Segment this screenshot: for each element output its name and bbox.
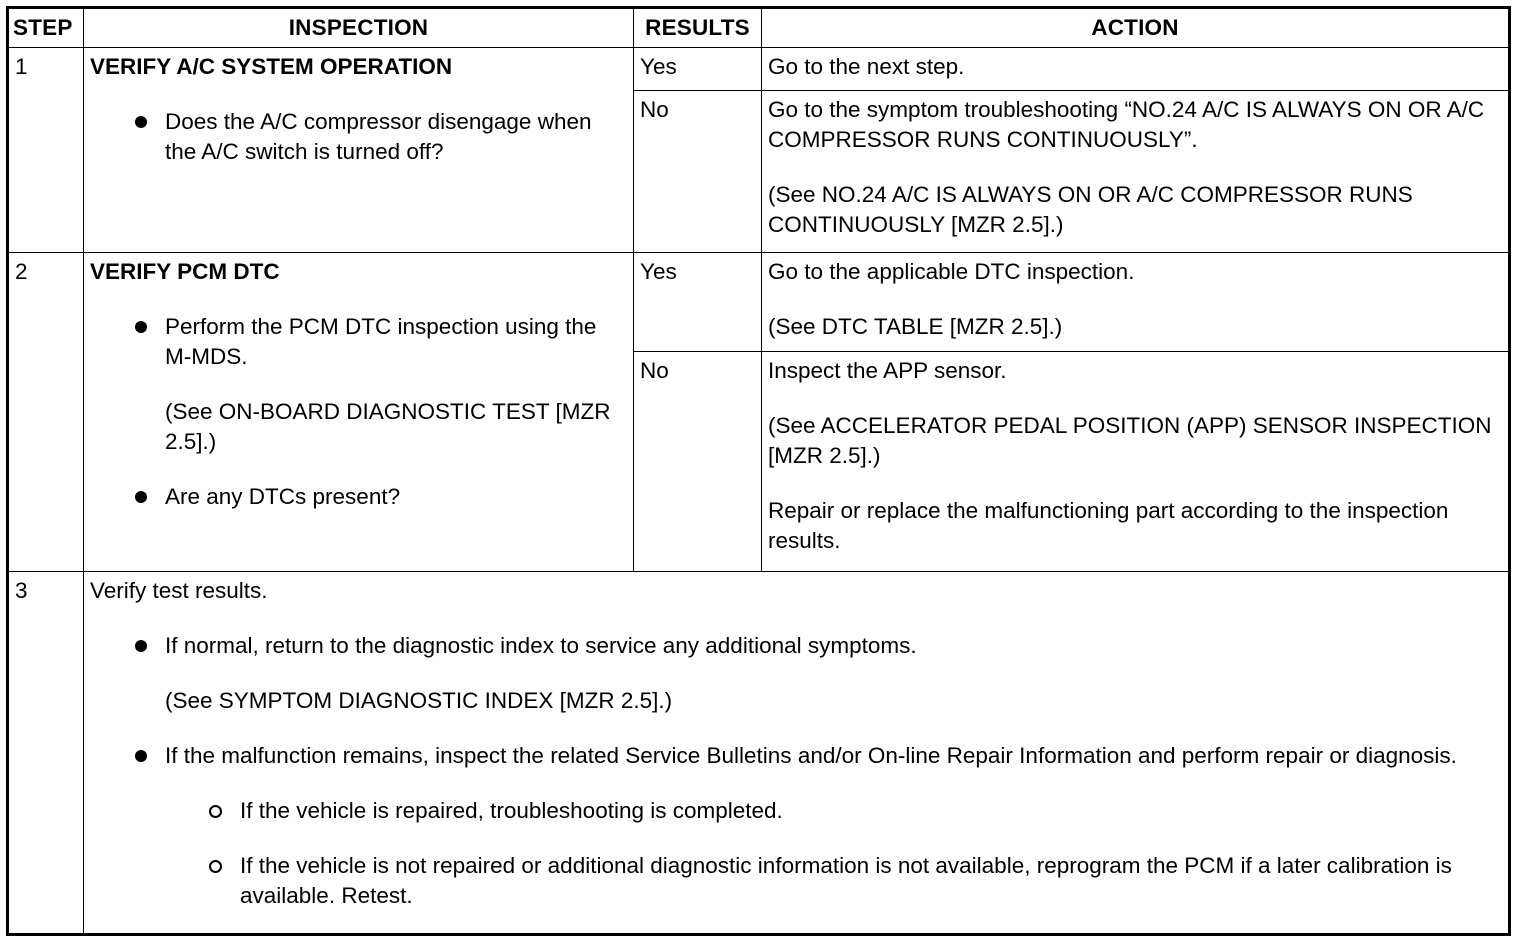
step2-yes-action-cell xyxy=(762,253,1510,352)
step1-number: 1 xyxy=(8,48,84,253)
step1-bullet: Does the A/C compressor disengage when the A/C switch is turned off? xyxy=(90,107,627,167)
step3-content xyxy=(84,571,1510,934)
step2-bullet1: Perform the PCM DTC inspection using the M-MDS. xyxy=(90,312,627,372)
step3-bullet1: If normal, return to the diagnostic index to service any additional symptoms. xyxy=(90,631,1502,661)
header-action: ACTION xyxy=(762,8,1510,48)
step2-inspection xyxy=(84,253,634,572)
step1-no-result: No xyxy=(634,91,762,253)
step2-no-ref: (See ACCELERATOR PEDAL POSITION (APP) SENSOR INSPECTION [MZR 2.5].) xyxy=(768,412,1492,468)
header-results: RESULTS xyxy=(634,8,762,48)
step2-yes-row xyxy=(8,253,1510,352)
step2-no-result: No xyxy=(634,351,762,571)
step1-yes-result: Yes xyxy=(634,48,762,91)
step2-number: 2 xyxy=(8,253,84,572)
header-inspection: INSPECTION xyxy=(84,8,634,48)
diagnostic-procedure-table xyxy=(6,6,1511,936)
step2-yes-action: Go to the applicable DTC inspection. xyxy=(768,259,1135,285)
step2-no-action: Inspect the APP sensor. xyxy=(768,357,1007,383)
step3-number: 3 xyxy=(8,571,84,934)
step1-no-action-cell xyxy=(762,91,1510,253)
header-row xyxy=(8,8,1510,48)
step3-sub1: If the vehicle is repaired, troubleshooting is completed. xyxy=(90,796,1502,826)
step3-bullet2: If the malfunction remains, inspect the related Service Bulletins and/or On-line Repair Information and perform repair or diagnosis. xyxy=(90,741,1502,771)
step2-yes-ref: (See DTC TABLE [MZR 2.5].) xyxy=(768,314,1063,340)
step2-yes-result: Yes xyxy=(634,253,762,352)
header-step: STEP xyxy=(8,8,84,48)
step2-bullet2: Are any DTCs present? xyxy=(90,482,627,512)
step1-no-ref: (See NO.24 A/C IS ALWAYS ON OR A/C COMPRESSOR RUNS CONTINUOUSLY [MZR 2.5].) xyxy=(768,182,1413,237)
step2-bullet1-ref: (See ON-BOARD DIAGNOSTIC TEST [MZR 2.5].) xyxy=(165,399,611,455)
step3-intro: Verify test results. xyxy=(90,577,268,603)
step3-row xyxy=(8,571,1510,934)
step2-no-action2: Repair or replace the malfunctioning part according to the inspection results. xyxy=(768,497,1449,553)
step1-inspection xyxy=(84,48,634,253)
step2-title: VERIFY PCM DTC xyxy=(90,259,280,285)
step2-no-action-cell xyxy=(762,351,1510,571)
step3-bullet1-ref: (See SYMPTOM DIAGNOSTIC INDEX [MZR 2.5].) xyxy=(165,687,673,713)
step3-sub2: If the vehicle is not repaired or additional diagnostic information is not available, reprogram the PCM if a later calibration is available. Retest. xyxy=(90,851,1502,911)
step1-yes-action: Go to the next step. xyxy=(762,48,1510,91)
step1-title: VERIFY A/C SYSTEM OPERATION xyxy=(90,54,453,79)
step1-no-action: Go to the symptom troubleshooting “NO.24 A/C IS ALWAYS ON OR A/C COMPRESSOR RUNS CONTINUOUSLY”. xyxy=(768,97,1485,152)
step1-yes-row xyxy=(8,48,1510,91)
